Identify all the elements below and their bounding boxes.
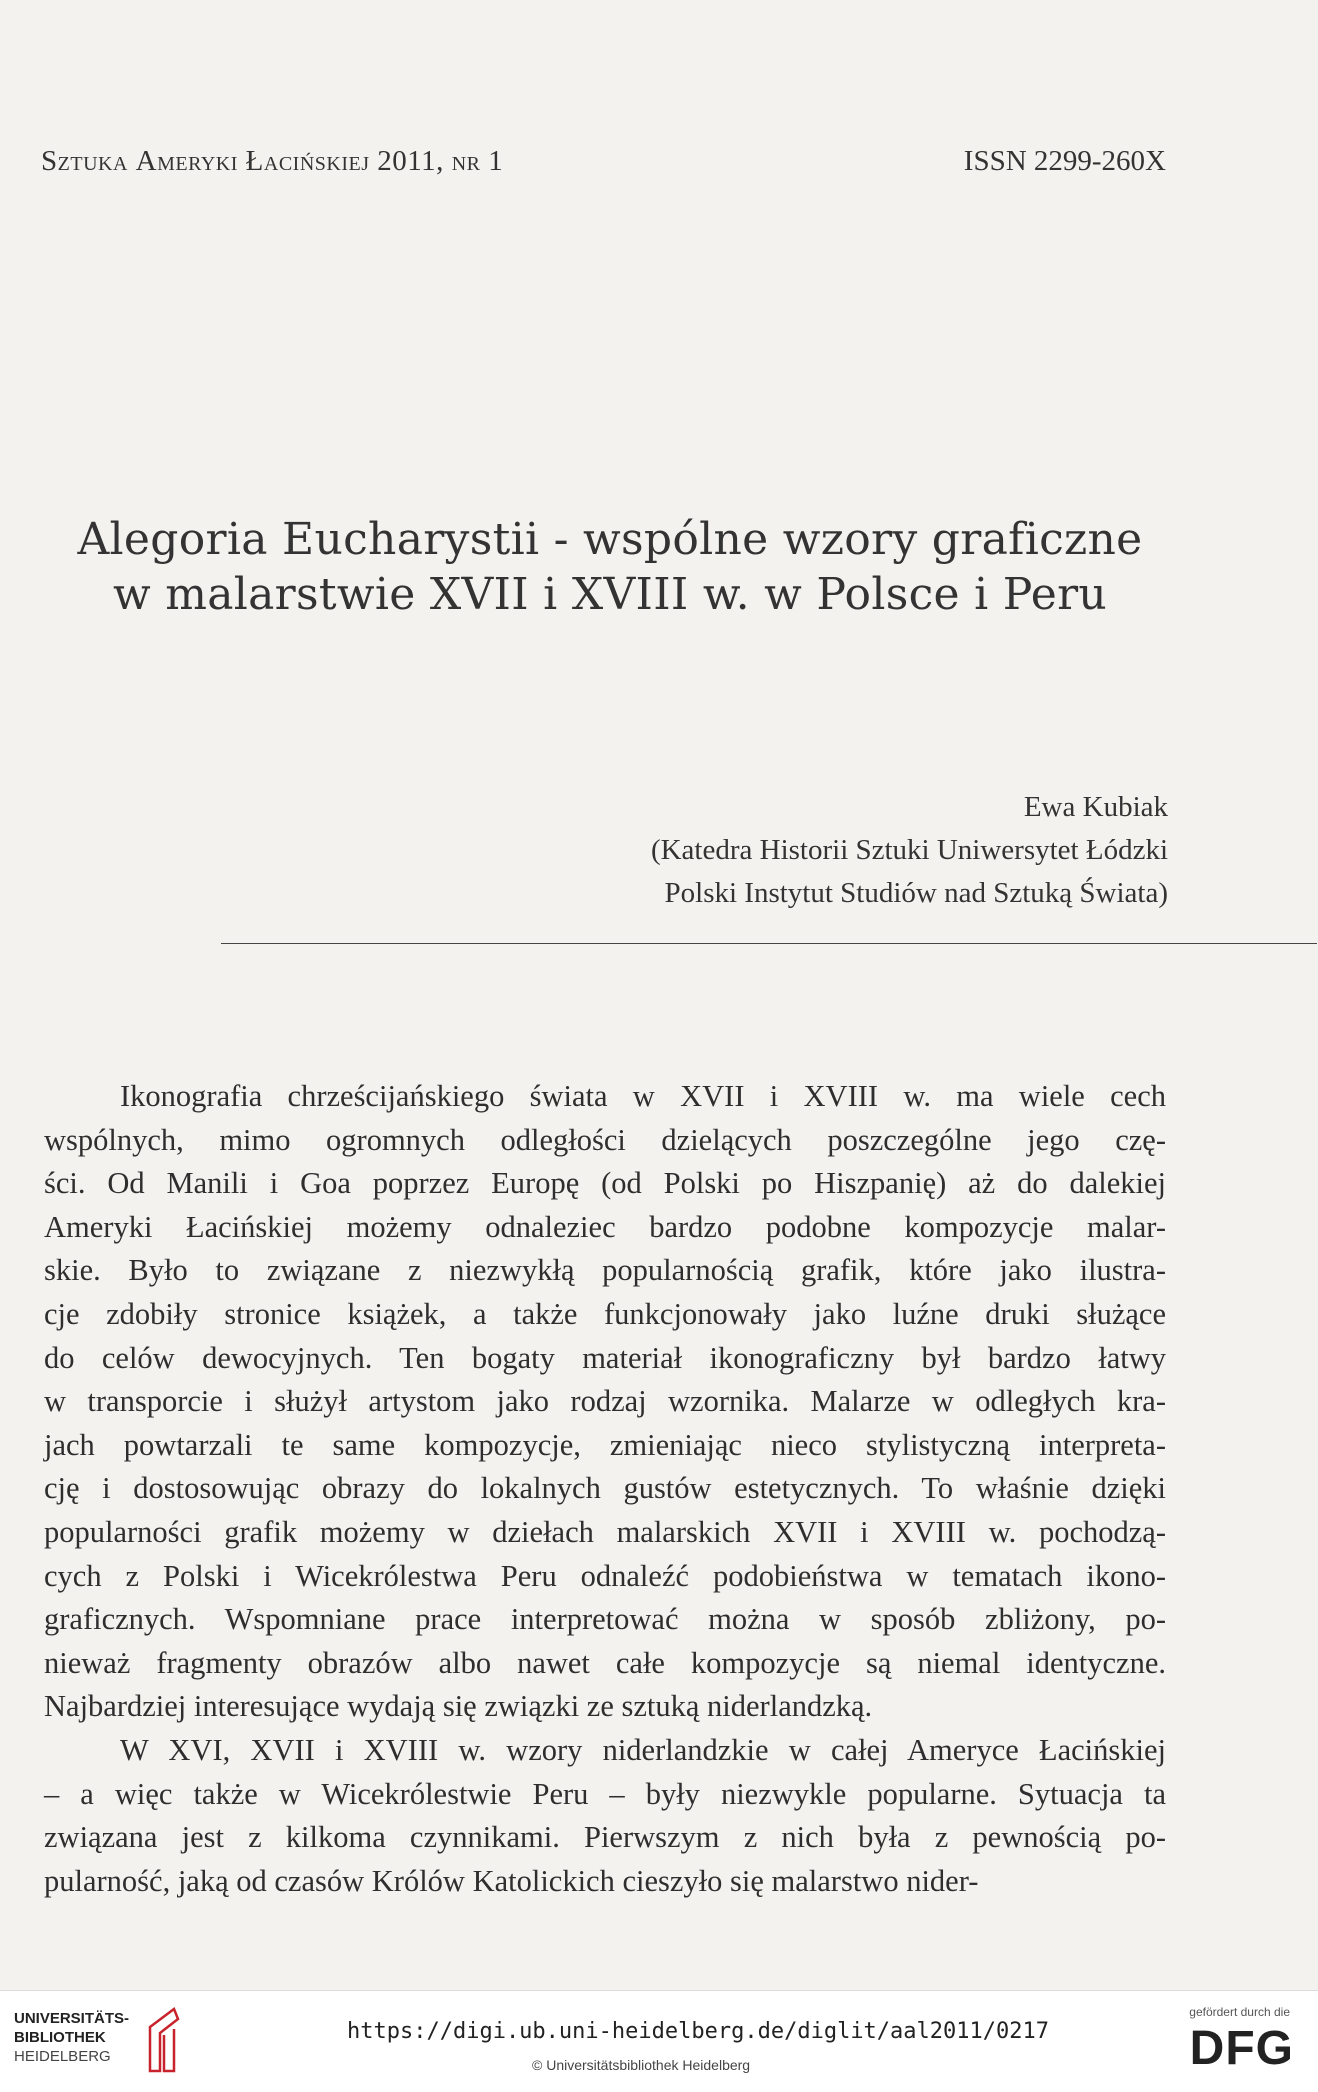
journal-header-part: S xyxy=(41,145,58,177)
author-affiliation: Polski Instytut Studiów nad Sztuką Świata) xyxy=(664,877,1168,909)
text-line: jach powtarzali te same kompozycje, zmieniając nieco stylistyczną interpreta- xyxy=(44,1427,1166,1462)
issn-label: ISSN 2299-260X xyxy=(963,145,1166,177)
author-block xyxy=(651,786,1168,915)
text-line: popularności grafik możemy w dziełach malarskich XVII i XVIII w. pochodzą- xyxy=(44,1514,1166,1549)
text-line: ści. Od Manili i Goa poprzez Europę (od Polski po Hiszpanię) aż do dalekiej xyxy=(44,1166,1166,1201)
text-line: Najbardziej interesujące wydają się związki ze sztuką niderlandzką. xyxy=(44,1689,873,1724)
journal-header-part: A xyxy=(135,145,158,177)
text-line: skie. Było to związane z niezwykłą popularnością grafik, które jako ilustra- xyxy=(44,1253,1166,1288)
journal-header-part: nr xyxy=(451,145,481,177)
article-body xyxy=(44,1075,1166,1903)
footer-bar xyxy=(0,1990,1318,2092)
logo-text: BIBLIOTHEK xyxy=(14,2029,106,2046)
text-line: graficznych. Wspomniane prace interpretować można w sposób zbliżony, po- xyxy=(44,1602,1166,1637)
text-line: cych z Polski i Wicekrólestwa Peru odnaleźć podobieństwa w tematach ikono- xyxy=(44,1558,1166,1593)
journal-header-part: ztuka xyxy=(57,145,136,177)
journal-header-part: meryki xyxy=(157,145,246,177)
university-library-logo[interactable] xyxy=(14,2009,129,2066)
article-title xyxy=(60,512,1160,622)
text-line: Ikonografia chrześcijańskiego świata w XVII i XVIII w. ma wiele cech xyxy=(120,1079,1166,1113)
journal-header-part: 2011, xyxy=(369,145,452,177)
journal-header-part: 1 xyxy=(480,145,504,177)
article-title-line: Alegoria Eucharystii - wspólne wzory graficzne xyxy=(77,514,1143,565)
journal-header-part: Ł xyxy=(245,145,264,177)
text-line: wspólnych, mimo ogromnych odległości dzielących poszczególne jego czę- xyxy=(44,1122,1166,1157)
text-line: nieważ fragmenty obrazów albo nawet całe kompozycje są niemal identyczne. xyxy=(44,1645,1166,1680)
paragraph xyxy=(44,1729,1166,1903)
article-title-line: w malarstwie XVII i XVIII w. w Polsce i Peru xyxy=(112,569,1108,620)
text-line: W XVI, XVII i XVIII w. wzory niderlandzkie w całej Ameryce Łacińskiej xyxy=(120,1732,1166,1767)
text-line: do celów dewocyjnych. Ten bogaty materiał ikonograficzny był bardzo łatwy xyxy=(44,1340,1166,1375)
text-line: Ameryki Łacińskiej możemy odnaleziec bardzo podobne kompozycje malar- xyxy=(44,1209,1166,1244)
text-line: związana jest z kilkoma czynnikami. Pierwszym z nich była z pewnością po- xyxy=(44,1820,1166,1855)
text-line: w transporcie i służył artystom jako rodzaj wzornika. Malarze w odległych kra- xyxy=(44,1384,1166,1419)
permalink-url[interactable]: https://digi.ub.uni-heidelberg.de/diglit/aal2011/0217 xyxy=(347,2019,1049,2044)
logo-text: UNIVERSITÄTS- xyxy=(14,2010,130,2027)
text-line: cję i dostosowując obrazy do lokalnych gustów estetycznych. To właśnie dzięki xyxy=(44,1471,1166,1506)
author-affiliation: (Katedra Historii Sztuki Uniwersytet Łódzki xyxy=(650,834,1168,866)
journal-header-part: acińskiej xyxy=(263,145,370,177)
dfg-logo[interactable]: DFG xyxy=(1189,2022,1294,2075)
library-mark-icon xyxy=(140,2005,188,2075)
journal-header xyxy=(41,145,503,178)
paragraph xyxy=(44,1075,1166,1729)
text-line: pularność, jaką od czasów Królów Katolickich cieszyło się malarstwo nider- xyxy=(44,1863,979,1898)
text-line: cje zdobiły stronice książek, a także funkcjonowały jako luźne druki służące xyxy=(44,1296,1166,1331)
horizontal-rule xyxy=(221,943,1317,944)
copyright-notice: © Universitätsbibliothek Heidelberg xyxy=(532,2057,751,2073)
logo-text: HEIDELBERG xyxy=(14,2048,111,2065)
author-name: Ewa Kubiak xyxy=(1023,791,1168,823)
dfg-funding-label: gefördert durch die xyxy=(1189,2005,1290,2019)
text-line: – a więc także w Wicekrólestwie Peru – były niezwykle popularne. Sytuacja ta xyxy=(44,1776,1166,1811)
